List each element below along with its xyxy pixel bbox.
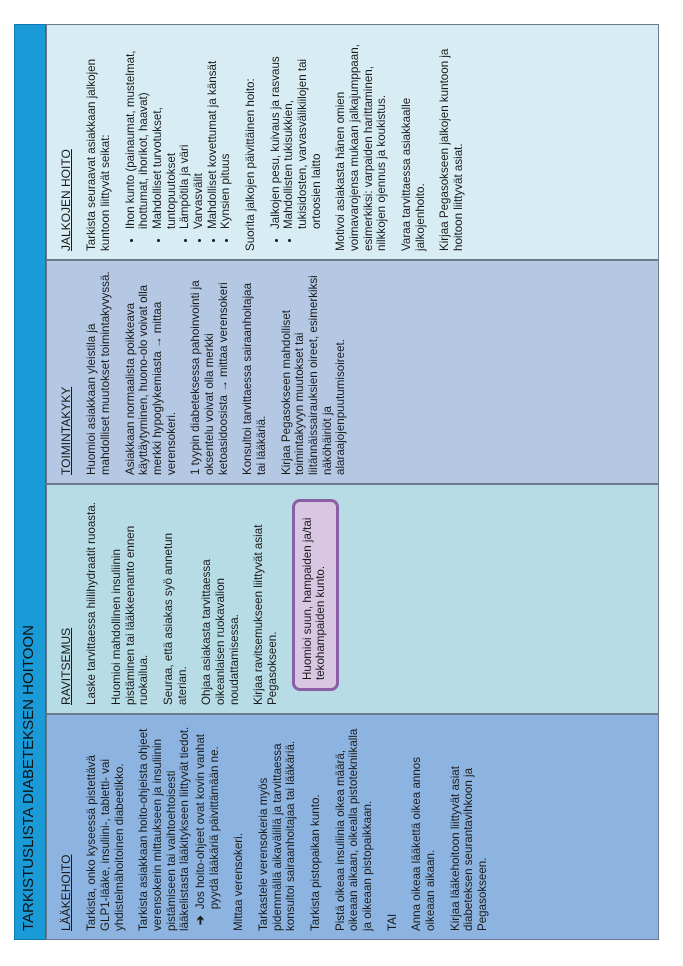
- list-item: • Mahdollisten tukisukkien, tukisidosten, varvasvälikiilojen tai ortoosien laitto: [282, 33, 323, 229]
- column-laakehoito: [46, 714, 659, 940]
- column-heading: LÄÄKEHOITO: [59, 854, 73, 931]
- text-paragraph: Huomioi asiakkaan yleistila ja mahdolliset muutokset toimintakyvyssä.: [85, 271, 112, 475]
- text-paragraph: TAI: [385, 913, 399, 931]
- text-paragraph: Motivoi asiakasta hänen omien voimavarojensa mukaan jalkajumppaan, esimerkiksi: varpaiden harittaminen, nilkkojen ojennus ja koukistus.: [334, 44, 389, 251]
- column-ravitsemus: [46, 484, 659, 714]
- text-paragraph: 1 tyypin diabeteksessa pahoinvointi ja oksentelu voivat olla merkki ketoasidoosista → mittaa verensokeri: [189, 280, 230, 475]
- text-paragraph: Mittaa verensokeri.: [232, 833, 246, 931]
- text-paragraph: Huomioi mahdollinen insuliinin pistäminen tai lääkkeenanto ennen ruokailua.: [109, 525, 151, 705]
- list-item: • Mahdolliset turvotukset, tuntopuutokset: [151, 33, 178, 229]
- highlight-box: [292, 499, 339, 691]
- text-paragraph: Seuraa, että asiakas syö annetun aterian.: [161, 532, 189, 705]
- column-jalkojen-hoito: [46, 24, 659, 260]
- page-title: TARKISTUSLISTA DIABETEKSEN HOITOON: [20, 625, 37, 931]
- care-list: [269, 33, 324, 251]
- text-paragraph: Suorita jalkojen päivittäinen hoito:: [243, 78, 257, 251]
- text-paragraph: Pistä oikeaa insuliinia oikea määrä, oikeaan aikaan, oikealla pistotekniikalla ja oikeaan pistopaikkaan.: [333, 728, 374, 931]
- list-item: • Ihon kunto (painaumat, mustelmat, ihottumat, ihorikot, haavat): [124, 33, 151, 229]
- text-paragraph: Tarkista seuraavat asiakkaan jalkojen kuntoon liittyvät seikat:: [85, 58, 112, 251]
- arrow-right-icon: ➔: [193, 915, 207, 925]
- highlight-text: Huomioi suun, hampaiden ja/tai tekohampaiden kunto.: [300, 517, 328, 680]
- arrow-note-text: Jos hoito-ohjeet ovat kovin vanhat pyydä lääkäriä päivittämään ne.: [193, 733, 221, 910]
- text-paragraph: Kirjaa lääkehoitoon liittyvät asiat diabeteksen seurantavihkoon ja Pegasokseen.: [448, 766, 489, 931]
- check-list: [124, 33, 233, 251]
- text-paragraph: Varaa tarvittaessa asiakkaalle jalkojenhoito.: [399, 97, 427, 251]
- text-paragraph: Anna oikeaa lääkettä oikea annos oikeaan aikaan.: [410, 756, 437, 931]
- text-paragraph: Tarkista, onko kyseessä pistettävä GLP1-lääke, insuliini-, tabletti- vai yhdistelmähoitoinen diabeetikko.: [85, 755, 126, 931]
- text-paragraph: Asiakkaan normaalista poikkeava käyttäytyminen, huono-olo voivat olla merkki hypoglykemiasta → mittaa verensokeri.: [123, 284, 178, 475]
- text-paragraph: Kirjaa ravitsemukseen liittyvät asiat Pegasokseen.: [252, 524, 279, 705]
- column-heading: RAVITSEMUS: [59, 627, 73, 705]
- list-item: • Jalkojen pesu, kuivaus ja rasvaus: [269, 33, 283, 229]
- text-paragraph: Tarkastele verensokeria myös pidemmällä aikavälillä ja tarvittaessa konsultoi sairaanhoitajaa tai lääkäriä.: [256, 740, 298, 931]
- list-item: • Mahdolliset kovettumat ja känsät: [206, 33, 220, 229]
- column-heading: TOIMINTAKYKY: [59, 386, 73, 475]
- arrow-note: [194, 723, 221, 931]
- text-paragraph: Kirjaa Pegasokseen jalkojen kuntoon ja hoitoon liittyvät asiat.: [438, 48, 465, 251]
- column-toimintakyky: [46, 260, 659, 484]
- text-paragraph: Tarkista pistopaikan kunto.: [308, 794, 322, 931]
- list-item: • Varvasvälit: [192, 33, 206, 229]
- text-paragraph: Laske tarvittaessa hiilihydraatit ruoasta.: [85, 502, 99, 705]
- text-paragraph: Ohjaa asiakasta tarvittaessa oikeanlaisen ruokavalion noudattamisessa.: [200, 559, 241, 705]
- list-item: • Lämpötila ja väri: [178, 33, 192, 229]
- text-paragraph: Kirjaa Pegasokseen mahdolliset toimintakyvyn muutokset tai liitännäissairauksien oireet, esimerkiksi näköhäiriöt ja alaraajojenpuutumisoireet.: [279, 275, 348, 475]
- text-paragraph: Tarkista asiakkaan hoito-ohjeista ohjeet verensokerin mittaukseen ja insuliinin pistämiseen tai vaihtoehtoisesti lääkelistasta lääkitykseen liittyvät tiedot.: [137, 726, 192, 931]
- title-band: [14, 24, 46, 940]
- list-item: • Kynsien pituus: [219, 33, 233, 229]
- text-paragraph: Konsultoi tarvittaessa sairaanhoitajaa tai lääkäriä.: [241, 282, 268, 475]
- column-heading: JALKOJEN HOITO: [59, 149, 73, 251]
